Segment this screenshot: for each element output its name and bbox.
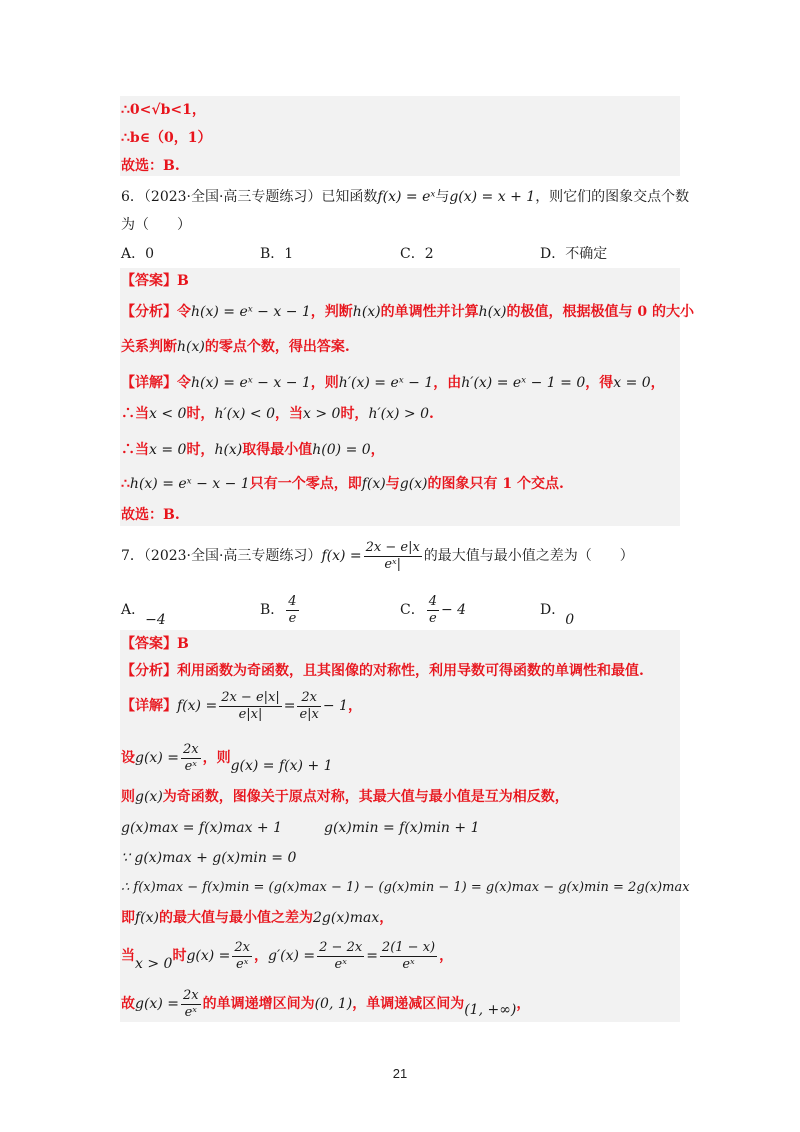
q7-intervals: 故g(x) = $\frac{2x}{\text{eˣ}}$ 的单调递增区间为(0, 1)，单调递减区间为(1, +∞)， [121, 987, 531, 1020]
q6-analysis: 【分析】令h(x) = eˣ − x − 1，判断h(x)的单调性并计算h(x)的极值，根据极值与 0 的大小 [121, 304, 694, 320]
q7-equation-3: ∴ f(x)max − f(x)min = (g(x)max − 1) − (g(x)min − 1) = g(x)max − g(x)min = 2g(x)max [121, 880, 690, 895]
q6-detail: 【详解】令h(x) = eˣ − x − 1，则h′(x) = eˣ − 1，由h′(x) = eˣ − 1 = 0，得x = 0， [121, 375, 665, 391]
q6-minimum: ∴当x = 0时，h(x)取得最小值h(0) = 0， [121, 442, 385, 458]
q7-detail: 【详解】f(x) = $\frac{2x - e|x|}{e|x|}$ = $\frac{2x}{e|x}$ − 1， [121, 689, 362, 722]
q7-stem: 7．（2023·全国·高三专题练习）f(x) = $\frac{2x - e|x}{\text{eˣ|}}$ 的最大值与最小值之差为（ ） [121, 539, 634, 572]
q7-difference: 即f(x)的最大值与最小值之差为2g(x)max， [121, 910, 394, 926]
q7-odd-function: 则g(x)为奇函数，图像关于原点对称，其最大值与最小值是互为相反数， [121, 789, 569, 805]
q7-equation-1: g(x)max = f(x)max + 1 g(x)min = f(x)min + 1 [121, 820, 480, 836]
q7-option-a: A．−4 [121, 602, 166, 628]
q7-equation-2: ∵ g(x)max + g(x)min = 0 [121, 850, 297, 866]
prev-line-3: 故选：B. [121, 158, 180, 174]
q6-analysis-cont: 关系判断h(x)的零点个数，得出答案. [121, 339, 350, 355]
q7-option-d: D．0 [540, 602, 575, 628]
q7-option-b: B． $\frac{4}{e}$ [260, 593, 297, 626]
q6-answer: 【答案】B [121, 273, 189, 289]
page-number: 21 [392, 1066, 408, 1081]
q6-stem: 6．（2023·全国·高三专题练习）已知函数f(x) = eˣ与g(x) = x + 1，则它们的图象交点个数 [121, 189, 690, 205]
q7-analysis: 【分析】利用函数为奇函数，且其图像的对称性，利用导数可得函数的单调性和最值. [121, 663, 644, 679]
q6-option-c: C．2 [400, 246, 434, 262]
q6-conclusion: ∴h(x) = eˣ − x − 1只有一个零点，即f(x)与g(x)的图象只有 1 个交点. [121, 476, 564, 492]
q7-derivative: 当x > 0时g(x) = $\frac{2x}{\text{eˣ}}$ ，g′(x) = $\frac{2 - 2x}{\text{eˣ}}$ = $\frac{2(1 - x)}{\text{eˣ}}$ ， [121, 939, 454, 972]
q6-option-b: B．1 [260, 246, 294, 262]
q7-option-c: C． $\frac{4}{e}$ − 4 [400, 593, 467, 626]
q6-stem-cont: 为（ ） [121, 217, 191, 233]
q7-fraction: $\frac{2x - e|x}{\text{eˣ|}}$ [365, 539, 420, 572]
prev-line-1: ∴0<√b<1， [121, 102, 206, 118]
q7-answer: 【答案】B [121, 636, 189, 652]
q6-choice: 故选：B. [121, 507, 180, 523]
q7-define-g: 设g(x) = $\frac{2x}{\text{eˣ}}$ ，则g(x) = f(x) + 1 [121, 741, 333, 774]
q6-option-d: D．不确定 [540, 246, 608, 262]
q6-option-a: A．0 [121, 246, 155, 262]
q6-monotonicity: ∴当x < 0时，h′(x) < 0，当x > 0时，h′(x) > 0. [121, 406, 434, 422]
prev-line-2: ∴b∈（0，1） [121, 130, 212, 146]
